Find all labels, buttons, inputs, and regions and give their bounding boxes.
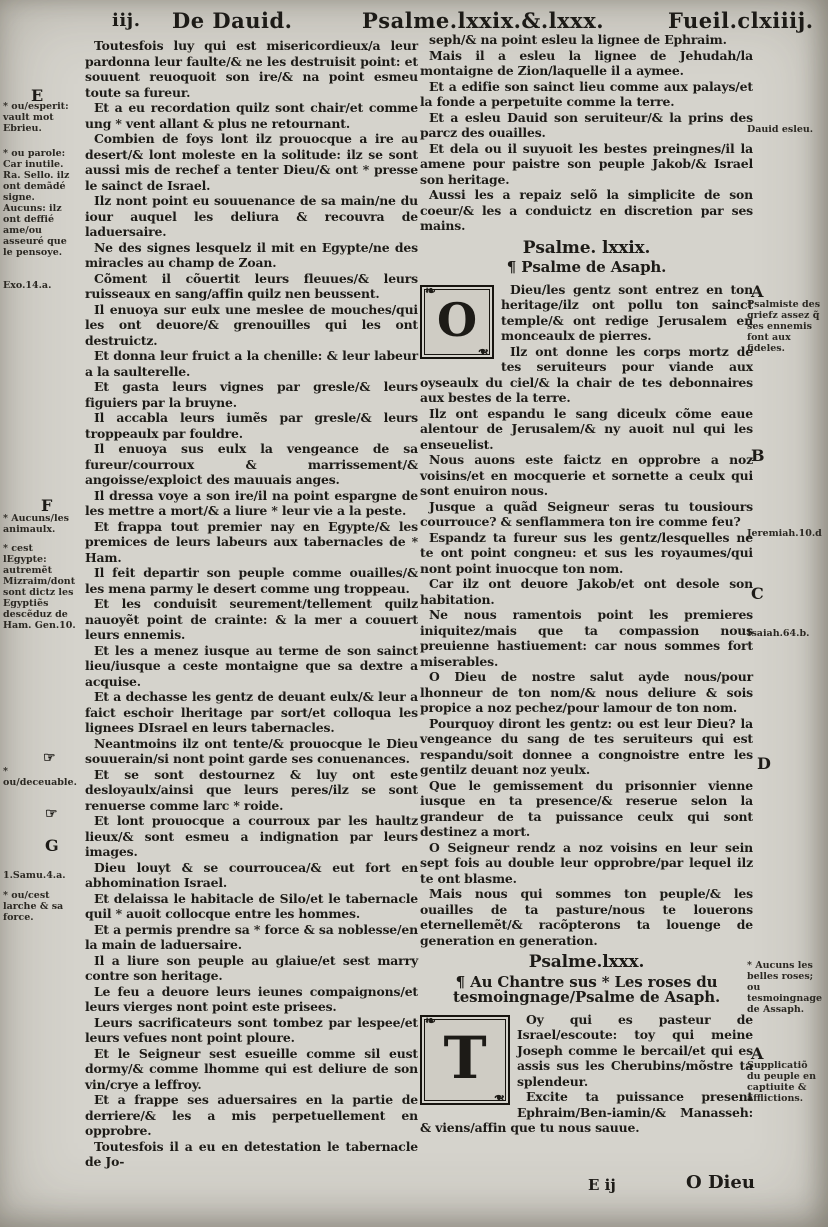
verse-paragraph: Il enuoya sur eulx une meslee de mouches/qui les ont deuore/& grenouilles qui les ont destruictz. (85, 301, 418, 348)
margin-note: * cest lEgypte: autremẽt Mizraim/dont sont dictz les Egyptiẽs descẽduz de Ham. Gen.10. (3, 543, 76, 631)
section-letter: D (757, 754, 771, 773)
margin-note: Dauid esleu. (747, 124, 814, 135)
left-margin-column (3, 0, 83, 1227)
verse-paragraph: Il a liure son peuple au glaiue/et sest marry contre son heritage. (85, 952, 418, 983)
text-column-left (85, 38, 418, 1168)
margin-note: Supplicatiõ du peuple en captiuite & afflictions. (747, 1060, 817, 1104)
section-letter: B (751, 446, 765, 465)
verse-paragraph: Neantmoins ilz ont tente/& prouocque le Dieu souuerain/si nont point garde ses conuenances. (85, 735, 418, 766)
margin-reference: Isaiah.64.b. (747, 628, 810, 639)
manicule-icon: ☞ (43, 750, 56, 766)
verse-paragraph: Et se sont destournez & luy ont este desloyaulx/ainsi que leurs peres/ilz se sont renuerse comme larc * roide. (85, 766, 418, 813)
verse-paragraph: Que le gemissement du prisonnier vienne iusque en ta presence/& reserue selon la grandeur de ta puissance ceulx qui sont destinez a mort. (420, 777, 753, 839)
verse-paragraph: seph/& na point esleu la lignee de Ephraim. (429, 32, 727, 47)
verse-paragraph: Ilz ont espandu le sang diceulx cõme eaue alentour de Jerusalem/& ny auoit nul qui les enseuelist. (420, 405, 753, 452)
margin-note: * ou/cest larche & sa force. (3, 890, 64, 923)
margin-reference: Jeremiah.10.d (747, 528, 822, 539)
psalm-heading: Psalme.lxxx. (528, 952, 645, 972)
section-letter: E (31, 86, 44, 105)
verse-paragraph: Jusque a quãd Seigneur seras tu tousiours courrouce? & senflammera ton ire comme feu? (420, 498, 753, 529)
verse-paragraph: Ilz nont point eu souuenance de sa main/ne du iour auquel les deliura & recouvra de laduersaire. (85, 193, 418, 239)
verse-paragraph: Et a edifie son sainct lieu comme aux palays/et la fonde a perpetuite comme la terre. (420, 78, 753, 109)
verse-paragraph: Mais nous qui sommes ton peuple/& les ouailles de ta pasture/nous te louerons eternellemẽt/& racõpterons ta louenge de generation en generation. (420, 886, 753, 948)
psalm-range-title: Psalme.lxxix.&.lxxx. (362, 8, 605, 33)
verse-paragraph: Mais il a esleu la lignee de Jehudah/la montaigne de Zion/laquelle il a aymee. (420, 47, 753, 78)
section-letter: A (751, 282, 764, 301)
verse-paragraph: Espandz ta fureur sus les gentz/lesquelles ne te ont point congneu: et sus les royaumes/qui nont point inuocque ton nom. (420, 529, 753, 576)
verse-paragraph: Et les a menez iusque au terme de son sainct lieu/iusque a ceste montaigne que sa dextre a acquise. (85, 642, 418, 689)
verse-paragraph: Ilz ont donne les corps mortz de tes seruiteurs pour viande aux oyseaulx du ciel/& la chair de tes debonnaires aux bestes de la terre. (420, 343, 753, 405)
verse-paragraph: Dieu/les gentz sont entrez en ton heritage/ilz ont pollu ton sainct temple/& ont redige Jerusalem en monceaulx de pierres. (501, 281, 753, 343)
verse-paragraph: Toutesfois luy qui est misericordieux/a leur pardonna leur faulte/& ne les destruisit point: et souuent reuoquoit son ire/& na point esmeu toute sa fureur. (85, 38, 418, 100)
verse-paragraph: Il feit departir son peuple comme ouailles/& les mena parmy le desert comme ung troppeau. (85, 565, 418, 596)
margin-note: * ou/esperit: vault mot Ebrieu. (3, 101, 69, 134)
verse-paragraph: Et a frappe ses aduersaires en la partie de derriere/& les a mis perpetuellement en opprobre. (85, 1092, 418, 1138)
folio-number: Fueil.clxiiij. (668, 8, 814, 33)
verse-paragraph: Toutesfois il a eu en detestation le tabernacle de Jo- (85, 1138, 418, 1169)
signature-mark: E ij (588, 1176, 616, 1194)
margin-note: Psalmiste des griefz assez q̃ ses ennemis font aux fideles. (747, 299, 821, 354)
psalm-rubric: ¶ Psalme de Asaph. (506, 258, 667, 276)
verse-paragraph: Ne des signes lesquelz il mit en Egypte/ne des miracles au champ de Zoan. (85, 239, 418, 270)
margin-note: * ou/deceuable. (3, 766, 77, 788)
verse-paragraph: Car ilz ont deuore Jakob/et ont desole son habitation. (420, 576, 753, 607)
margin-note: * ou parole: Car inutile. Ra. Sello. ilz ont demãdé signe. Aucuns: ilz ont deffié ame/ou asseuré que le pensoye. (3, 148, 70, 258)
section-letter: F (41, 496, 53, 515)
verse-paragraph: Aussi les a repaiz selõ la simplicite de son coeur/& les a conduictz en discretion par ses mains. (420, 187, 753, 233)
verse-paragraph: Et lont prouocque a courroux par les haultz lieux/& sont esmeu a indignation par leurs images. (85, 813, 418, 859)
quire-number: iij. (112, 10, 141, 31)
margin-note: * Aucuns/les animaulx. (3, 513, 69, 535)
verse-paragraph: O Seigneur rendz a noz voisins en leur sein sept fois au double leur opprobre/par lequel ilz te ont blasme. (420, 839, 753, 886)
verse-paragraph: Oy qui es pasteur de Israel/escoute: toy qui meine Joseph comme le bercail/et qui es assis sus les Cherubins/mõstre ta splendeur. (517, 1011, 753, 1089)
verse-paragraph: Et a permis prendre sa * force & sa noblesse/en la main de laduersaire. (85, 921, 418, 952)
section-letter: G (45, 836, 59, 855)
text-column-right (420, 32, 753, 1172)
manicule-icon: ☞ (45, 806, 58, 822)
verse-paragraph: Et les conduisit seurement/tellement quilz nauoyẽt point de crainte: & la mer a couuert leurs ennemis. (85, 596, 418, 642)
psalm-rubric: ¶ Au Chantre sus * Les roses du tesmoingnage/Psalme de Asaph. (452, 972, 721, 1006)
section-letter: A (751, 1044, 764, 1063)
verse-paragraph: Le feu a deuore leurs ieunes compaignons/et leurs vierges nont point este prisees. (85, 983, 418, 1014)
verse-paragraph: Leurs sacrificateurs sont tombez par lespee/et leurs vefues nont point ploure. (85, 1014, 418, 1045)
verse-paragraph: Et dela ou il suyuoit les bestes preingnes/il la amene pour paistre son peuple Jakob/& Israel son heritage. (420, 140, 753, 187)
verse-paragraph: Combien de foys lont ilz prouocque a ire au desert/& lont moleste en la solitude: ilz se sont aussi mis de rechef a tenter Dieu/& ont * presse le sainct de Israel. (85, 131, 418, 193)
section-letter: C (751, 584, 764, 603)
verse-paragraph: Et gasta leurs vignes par gresle/& leurs figuiers par la bruyne. (85, 379, 418, 410)
catchword: O Dieu (686, 1172, 755, 1193)
verse-paragraph: Nous auons este faictz en opprobre a noz voisins/et en mocquerie et sornette a ceulx qui sont enuiron nous. (420, 452, 753, 498)
verse-paragraph: Cõment il cõuertit leurs fleuues/& leurs ruisseaux en sang/affin quilz nen beussent. (85, 270, 418, 301)
verse-paragraph: O Dieu de nostre salut ayde nous/pour lhonneur de ton nom/& nous deliure & sois propice a noz pechez/pour lamour de ton nom. (420, 669, 753, 715)
verse-paragraph: Il enuoya sus eulx la vengeance de sa fureur/courroux & marrissement/& angoisse/exploict des mauuais anges. (85, 441, 418, 487)
verse-paragraph: Et delaissa le habitacle de Silo/et le tabernacle quil * auoit collocque entre les hommes. (85, 890, 418, 921)
running-title: De Dauid. (172, 8, 293, 33)
verse-paragraph: Et a dechasse les gentz de deuant eulx/& leur a faict eschoir lheritage par sort/et colloqua les lignees DIsrael en leurs tabernacles. (85, 689, 418, 735)
verse-paragraph: Il accabla leurs iumẽs par gresle/& leurs troppeaulx par fouldre. (85, 410, 418, 441)
verse-paragraph: Excite ta puissance present Ephraim/Ben-iamin/& Manasseh: & viens/affin que tu nous sauue. (420, 1089, 753, 1135)
verse-paragraph: Dieu louyt & se courroucea/& eut fort en abhomination Israel. (85, 859, 418, 890)
verse-paragraph: Et a eu recordation quilz sont chair/et comme ung * vent allant & plus ne retournant. (85, 100, 418, 131)
right-margin-column (747, 0, 825, 1227)
verse-paragraph: Et frappa tout premier nay en Egypte/& les premices de leurs labeurs aux tabernacles de * Ham. (85, 518, 418, 565)
woodcut-initial-o: ❧ O ❧ (420, 285, 494, 359)
margin-reference: 1.Samu.4.a. (3, 870, 66, 881)
verse-paragraph: Et donna leur fruict a la chenille: & leur labeur a la saulterelle. (85, 348, 418, 379)
verse-paragraph: Pourquoy diront les gentz: ou est leur Dieu? la vengeance du sang de tes seruiteurs qui est respandu/soit donnee a congnoistre entre les gentilz deuant noz yeulx. (420, 715, 753, 777)
psalm-heading: Psalme. lxxix. (522, 237, 651, 258)
woodcut-initial-t: ❧ T ❧ (420, 1015, 510, 1105)
margin-reference: Exo.14.a. (3, 280, 52, 291)
verse-paragraph: Ne nous ramentois point les premieres iniquitez/mais que ta compassion nous preuienne hastiuement: car nous sommes fort miserables. (420, 607, 753, 669)
verse-paragraph: Et le Seigneur sest esueille comme sil eust dormy/& comme lhomme qui est deliure de son vin/crye a leffroy. (85, 1045, 418, 1092)
margin-note: * Aucuns les belles roses; ou tesmoingnage de Assaph. (747, 960, 823, 1015)
verse-paragraph: Et a esleu Dauid son seruiteur/& la prins des parcz des ouailles. (420, 109, 753, 140)
verse-paragraph: Il dressa voye a son ire/il na point espargne de les mettre a mort/& a liure * leur vie a la peste. (85, 487, 418, 518)
